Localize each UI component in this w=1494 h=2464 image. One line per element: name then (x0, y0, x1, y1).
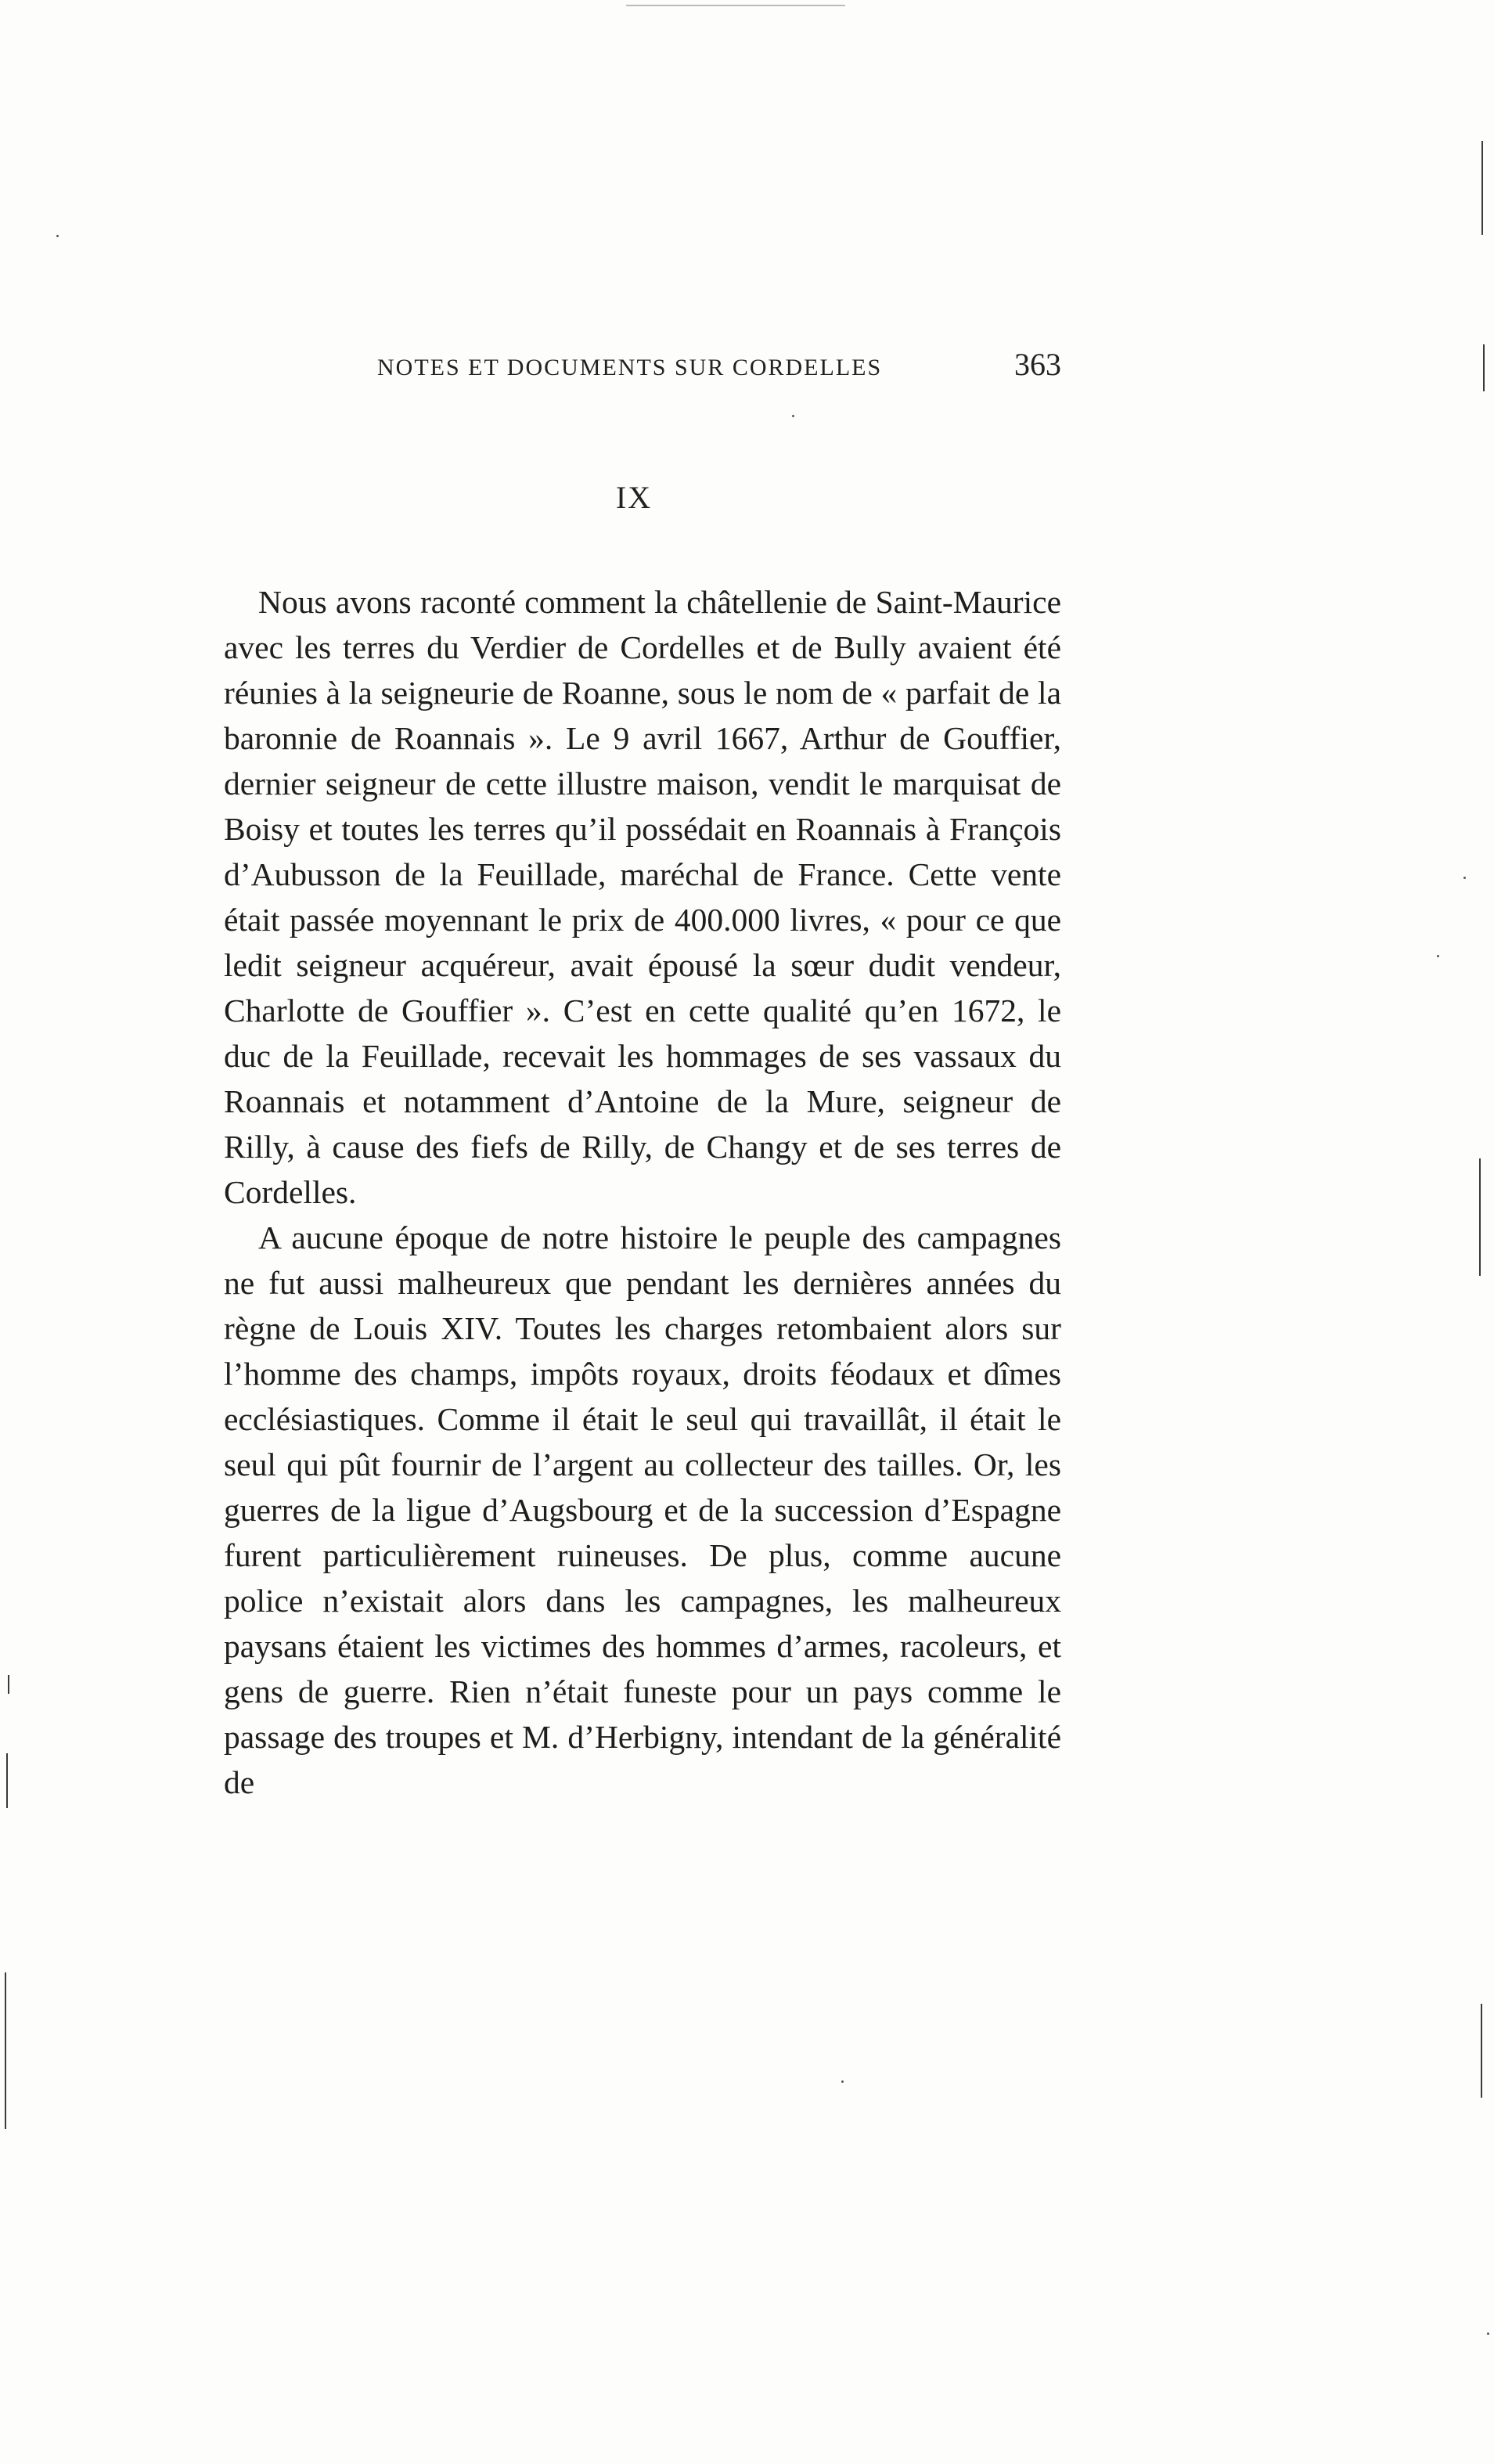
scan-dot (1437, 955, 1439, 957)
paragraph: Nous avons raconté comment la châtellenie de Saint-Maurice avec les terres du Verdier de Cordelles et de Bully avaient été réunies à la seigneurie de Roanne, sous le nom de « parfait de la baronnie de Roannais ». Le 9 avril 1667, Arthur de Gouffier, dernier seigneur de cette illustre maison, vendit le marquisat de Boisy et toutes les terres qu’il possédait en Roannais à François d’Aubusson de la Feuillade, maréchal de France. Cette vente était passée moyennant le prix de 400.000 livres, « pour ce que ledit seigneur acquéreur, avait épousé la sœur dudit vendeur, Charlotte de Gouffier ». C’est en cette qualité qu’en 1672, le duc de la Feuillade, recevait les hommages de ses vassaux du Roannais et notamment d’Antoine de la Mure, seigneur de Rilly, à cause des fiefs de Rilly, de Changy et de ses terres de Cordelles. (224, 584, 1061, 1210)
scan-dot (56, 235, 59, 237)
scan-dot (792, 415, 794, 417)
running-title: NOTES ET DOCUMENTS SUR CORDELLES (377, 355, 883, 380)
scan-edge-mark (1483, 344, 1485, 391)
scan-edge-mark (6, 1753, 8, 1808)
running-head (224, 344, 1085, 391)
paragraph: A aucune époque de notre histoire le peuple des campagnes ne fut aussi malheureux que pendant les dernières années du règne de Louis XIV. Toutes les charges retombaient alors sur l’homme des champs, impôts royaux, droits féodaux et dîmes ecclésiastiques. Comme il était le seul qui travaillât, il était le seul qui pût fournir de l’argent au collecteur des tailles. Or, les guerres de la ligue d’Augsbourg et de la succession d’Espagne furent particulièrement ruineuses. De plus, comme aucune police n’existait alors dans les campagnes, les malheureux paysans étaient les victimes des hommes d’armes, racoleurs, et gens de guerre. Rien n’était funeste pour un pays comme le passage des troupes et M. d’Herbigny, intendant de la généralité de (224, 1219, 1061, 1800)
scan-dot (1463, 877, 1466, 879)
scan-edge-mark (8, 1675, 9, 1694)
chapter-numeral: IX (615, 480, 653, 515)
scan-artifact-top (626, 5, 845, 6)
page-number: 363 (1014, 347, 1061, 382)
scan-edge-mark (1479, 1158, 1481, 1276)
scan-edge-mark (5, 1972, 6, 2129)
scan-dot (841, 2080, 844, 2083)
scan-dot (1487, 2333, 1489, 2335)
body-text (224, 579, 1061, 1805)
scan-edge-mark (1481, 141, 1483, 235)
scan-edge-mark (1481, 2004, 1482, 2098)
